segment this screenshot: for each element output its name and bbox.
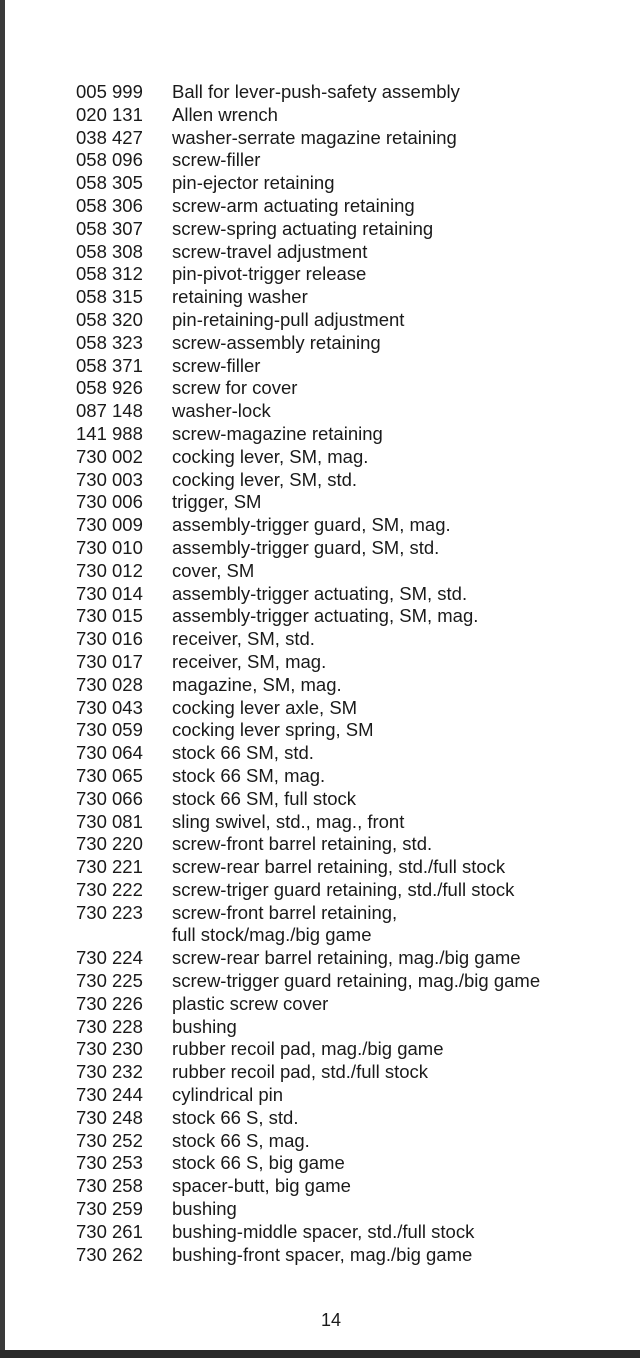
part-description: screw-arm actuating retaining: [172, 194, 415, 216]
part-number: 058 306: [76, 194, 143, 216]
part-number: 058 323: [76, 331, 143, 353]
part-number: 058 312: [76, 263, 143, 285]
part-number: 730 221: [76, 856, 143, 878]
part-number: 730 220: [76, 833, 143, 855]
part-row: [76, 423, 626, 446]
part-row: [76, 605, 626, 628]
part-row: [76, 1084, 626, 1107]
part-number: 730 064: [76, 742, 143, 764]
part-description: cocking lever spring, SM: [172, 719, 374, 741]
part-number: 020 131: [76, 103, 143, 125]
part-description: receiver, SM, mag.: [172, 650, 327, 672]
part-description: trigger, SM: [172, 491, 262, 513]
part-row: [76, 1016, 626, 1039]
part-description: pin-retaining-pull adjustment: [172, 308, 405, 330]
part-description: screw-rear barrel retaining, std./full stock: [172, 856, 506, 878]
part-row: [76, 127, 626, 150]
part-description: cocking lever, SM, mag.: [172, 445, 369, 467]
part-number: 058 320: [76, 308, 143, 330]
part-row: [76, 1198, 626, 1221]
part-row: [76, 263, 626, 286]
page-bottom-border: [0, 1350, 640, 1358]
part-description: rubber recoil pad, mag./big game: [172, 1038, 444, 1060]
part-description: cylindrical pin: [172, 1084, 284, 1106]
part-description: retaining washer: [172, 286, 308, 308]
part-number: 730 010: [76, 536, 143, 558]
part-description: cocking lever, SM, std.: [172, 468, 358, 490]
part-description: pin-ejector retaining: [172, 172, 335, 194]
part-description: stock 66 SM, full stock: [172, 787, 357, 809]
part-row: [76, 947, 626, 970]
part-row: [76, 651, 626, 674]
part-description: pin-pivot-trigger release: [172, 263, 367, 285]
part-description: screw for cover: [172, 377, 298, 399]
part-number: 730 230: [76, 1038, 143, 1060]
part-row: [76, 1221, 626, 1244]
part-description: stock 66 S, big game: [172, 1152, 345, 1174]
part-row: [76, 788, 626, 811]
part-description: screw-rear barrel retaining, mag./big game: [172, 947, 521, 969]
part-number: 005 999: [76, 81, 143, 102]
part-description: magazine, SM, mag.: [172, 673, 342, 695]
part-description: assembly-trigger guard, SM, mag.: [172, 514, 451, 536]
part-row: [76, 811, 626, 834]
part-row: [76, 1107, 626, 1130]
part-row: [76, 355, 626, 378]
part-number: 730 262: [76, 1243, 143, 1265]
part-number: 730 222: [76, 878, 143, 900]
part-number: 058 305: [76, 172, 143, 194]
part-row: [76, 970, 626, 993]
part-row: [76, 537, 626, 560]
part-number: 730 014: [76, 582, 143, 604]
part-description: Allen wrench: [172, 103, 278, 125]
part-description: screw-spring actuating retaining: [172, 217, 434, 239]
page-left-border: [0, 0, 5, 1350]
part-number: 730 015: [76, 605, 143, 627]
part-number: 058 308: [76, 240, 143, 262]
part-number: 730 248: [76, 1106, 143, 1128]
part-row: [76, 446, 626, 469]
part-row: [76, 377, 626, 400]
part-row: [76, 286, 626, 309]
part-description: receiver, SM, std.: [172, 628, 315, 650]
part-number: 730 009: [76, 514, 143, 536]
part-row: [76, 879, 626, 902]
part-number: 730 081: [76, 810, 143, 832]
part-description: Ball for lever-push-safety assembly: [172, 81, 460, 102]
part-number: 730 059: [76, 719, 143, 741]
part-row: [76, 1061, 626, 1084]
part-description: assembly-trigger actuating, SM, mag.: [172, 605, 479, 627]
part-number: 730 028: [76, 673, 143, 695]
part-description: screw-front barrel retaining, std.: [172, 833, 433, 855]
part-number: 730 244: [76, 1084, 143, 1106]
part-description: screw-triger guard retaining, std./full stock: [172, 878, 515, 900]
part-row: [76, 560, 626, 583]
part-number: 058 926: [76, 377, 143, 399]
part-description: bushing-front spacer, mag./big game: [172, 1243, 473, 1265]
part-description: screw-trigger guard retaining, mag./big game: [172, 970, 541, 992]
part-row: [76, 1175, 626, 1198]
part-number: 730 017: [76, 650, 143, 672]
part-row: [76, 514, 626, 537]
part-row: [76, 856, 626, 879]
part-description: plastic screw cover: [172, 992, 329, 1014]
part-number: 087 148: [76, 400, 143, 422]
part-number: 730 252: [76, 1129, 143, 1151]
part-number: 730 228: [76, 1015, 143, 1037]
part-row: [76, 902, 626, 948]
part-description: stock 66 SM, mag.: [172, 764, 326, 786]
part-row: [76, 765, 626, 788]
part-description: stock 66 SM, std.: [172, 742, 314, 764]
part-number: 730 066: [76, 787, 143, 809]
part-description: screw-magazine retaining: [172, 422, 383, 444]
parts-list: [76, 81, 626, 1266]
part-number: 058 371: [76, 354, 143, 376]
part-description: bushing: [172, 1198, 237, 1220]
part-row: [76, 1130, 626, 1153]
part-description: screw-filler: [172, 149, 261, 171]
part-number: 730 259: [76, 1198, 143, 1220]
part-row: [76, 697, 626, 720]
part-number: 058 315: [76, 286, 143, 308]
part-row: [76, 628, 626, 651]
page-number: 14: [320, 1310, 342, 1330]
part-row: [76, 1152, 626, 1175]
part-description: cover, SM: [172, 559, 255, 581]
part-description: assembly-trigger guard, SM, std.: [172, 536, 440, 558]
part-number: 730 006: [76, 491, 143, 513]
part-number: 730 261: [76, 1220, 143, 1242]
part-row: [76, 195, 626, 218]
part-row: [76, 583, 626, 606]
part-description: washer-serrate magazine retaining: [172, 126, 457, 148]
part-row: [76, 833, 626, 856]
part-number: 730 012: [76, 559, 143, 581]
part-description: washer-lock: [172, 400, 271, 422]
part-description: screw-filler: [172, 354, 261, 376]
part-number: 730 258: [76, 1175, 143, 1197]
part-number: 730 226: [76, 992, 143, 1014]
part-number: 730 065: [76, 764, 143, 786]
part-row: [76, 742, 626, 765]
part-row: [76, 149, 626, 172]
part-row: [76, 309, 626, 332]
part-description: stock 66 S, mag.: [172, 1129, 310, 1151]
part-description: cocking lever axle, SM: [172, 696, 358, 718]
part-description: bushing: [172, 1015, 237, 1037]
part-number: 038 427: [76, 126, 143, 148]
part-number: 730 043: [76, 696, 143, 718]
part-description: screw-front barrel retaining, full stock/mag./big game: [172, 901, 398, 946]
part-row: [76, 400, 626, 423]
part-row: [76, 218, 626, 241]
part-row: [76, 1244, 626, 1267]
part-row: [76, 81, 626, 104]
part-number: 730 253: [76, 1152, 143, 1174]
part-row: [76, 1038, 626, 1061]
part-number: 730 003: [76, 468, 143, 490]
part-number: 058 096: [76, 149, 143, 171]
part-row: [76, 172, 626, 195]
part-description: screw-travel adjustment: [172, 240, 368, 262]
part-number: 730 232: [76, 1061, 143, 1083]
part-description: stock 66 S, std.: [172, 1106, 299, 1128]
part-description: bushing-middle spacer, std./full stock: [172, 1220, 475, 1242]
part-number: 730 002: [76, 445, 143, 467]
part-description: rubber recoil pad, std./full stock: [172, 1061, 429, 1083]
part-row: [76, 241, 626, 264]
part-number: 058 307: [76, 217, 143, 239]
part-number: 141 988: [76, 422, 143, 444]
part-row: [76, 993, 626, 1016]
part-row: [76, 332, 626, 355]
part-description: spacer-butt, big game: [172, 1175, 351, 1197]
part-number: 730 223: [76, 901, 143, 923]
part-number: 730 016: [76, 628, 143, 650]
part-description: sling swivel, std., mag., front: [172, 810, 405, 832]
part-number: 730 224: [76, 947, 143, 969]
part-row: [76, 104, 626, 127]
part-number: 730 225: [76, 970, 143, 992]
part-description: assembly-trigger actuating, SM, std.: [172, 582, 468, 604]
part-row: [76, 719, 626, 742]
part-description: screw-assembly retaining: [172, 331, 381, 353]
part-row: [76, 491, 626, 514]
part-row: [76, 469, 626, 492]
part-row: [76, 674, 626, 697]
